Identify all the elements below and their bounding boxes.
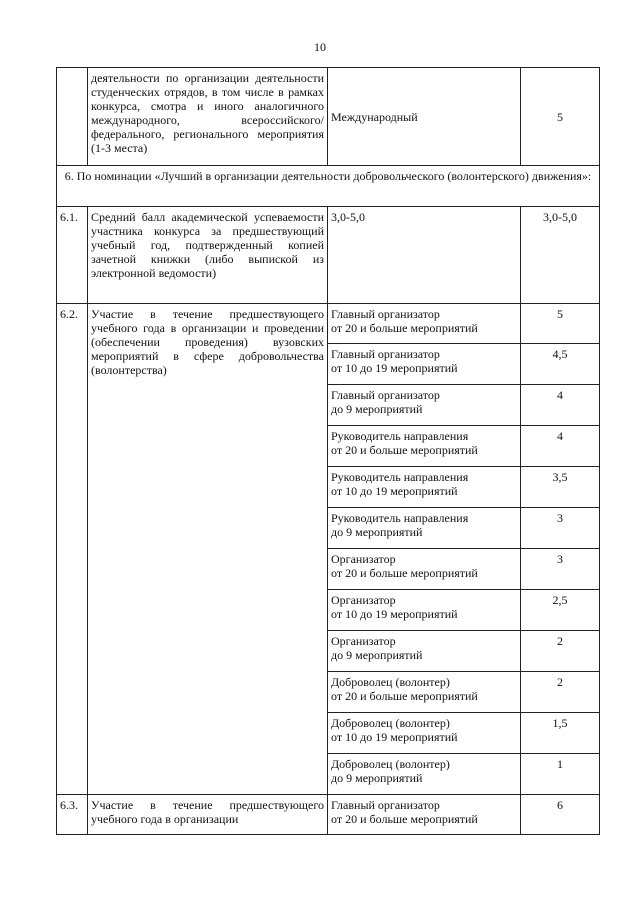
role-label: Главный организатор [331, 307, 440, 321]
level-cell [328, 631, 521, 672]
role-label: Организатор [331, 593, 396, 607]
row-number-cell: 6.3. [57, 795, 88, 835]
role-label: Руководитель направления [331, 429, 469, 443]
level-cell [328, 304, 521, 344]
role-label: Главный организатор [331, 798, 440, 812]
level-cell: 3,0-5,0 [328, 207, 521, 304]
score-cell: 4 [521, 385, 600, 426]
role-label: Руководитель направления [331, 511, 469, 525]
score-cell: 6 [521, 795, 600, 835]
row-number-cell: 6.1. [57, 207, 88, 304]
score-cell: 3,5 [521, 467, 600, 508]
score-cell: 2,5 [521, 590, 600, 631]
role-label: Доброволец (волонтер) [331, 716, 450, 730]
score-cell: 1 [521, 754, 600, 795]
score-cell: 3 [521, 549, 600, 590]
score-cell: 5 [521, 304, 600, 344]
score-cell: 2 [521, 631, 600, 672]
range-label: от 20 и больше мероприятий [331, 443, 478, 457]
score-cell: 5 [521, 68, 600, 166]
range-label: от 10 до 19 мероприятий [331, 484, 458, 498]
range-label: от 20 и больше мероприятий [331, 321, 478, 335]
page-number: 10 [314, 40, 326, 54]
level-cell [328, 344, 521, 385]
criterion-description: Участие в течение предшествующего учебного года в организации [88, 795, 328, 835]
role-label: Организатор [331, 634, 396, 648]
row-number-cell: 6.2. [57, 304, 88, 795]
score-cell: 4 [521, 426, 600, 467]
score-cell: 2 [521, 672, 600, 713]
level-cell [328, 549, 521, 590]
level-cell [328, 672, 521, 713]
section-title: 6. По номинации «Лучший в организации деятельности добровольческого (волонтерского) движения»: [57, 166, 600, 207]
range-label: от 20 и больше мероприятий [331, 812, 478, 826]
role-label: Руководитель направления [331, 470, 469, 484]
range-label: до 9 мероприятий [331, 402, 423, 416]
table-row [57, 795, 600, 835]
table-row [57, 207, 600, 304]
level-cell [328, 385, 521, 426]
range-label: от 10 до 19 мероприятий [331, 361, 458, 375]
role-label: Главный организатор [331, 388, 440, 402]
range-label: до 9 мероприятий [331, 525, 423, 539]
range-label: от 20 и больше мероприятий [331, 566, 478, 580]
row-number-cell [57, 68, 88, 166]
criteria-table [56, 67, 600, 835]
criterion-description: Участие в течение предшествующего учебного года в организации и проведении (обеспечении проведения) вузовских мероприятий в сфере добровольчества (волонтерства) [88, 304, 328, 795]
score-cell: 3,0-5,0 [521, 207, 600, 304]
criterion-description: Средний балл академической успеваемости участника конкурса за предшествующий учебный год, подтвержденный копией зачетной книжки (либо выпиской из электронной ведомости) [88, 207, 328, 304]
range-label: до 9 мероприятий [331, 648, 423, 662]
range-label: от 20 и больше мероприятий [331, 689, 478, 703]
level-cell [328, 426, 521, 467]
role-label: Главный организатор [331, 347, 440, 361]
level-cell [328, 590, 521, 631]
range-label: от 10 до 19 мероприятий [331, 730, 458, 744]
role-label: Доброволец (волонтер) [331, 757, 450, 771]
criterion-description: деятельности по организации деятельности студенческих отрядов, в том числе в рамках конкурса, смотра и иного аналогичного международного, всероссийского/федерального, регионального мероприятия (1-3 места) [88, 68, 328, 166]
score-cell: 1,5 [521, 713, 600, 754]
level-cell: Международный [328, 68, 521, 166]
table-row [57, 68, 600, 166]
level-cell [328, 508, 521, 549]
level-cell [328, 713, 521, 754]
level-cell [328, 754, 521, 795]
level-cell [328, 795, 521, 835]
role-label: Доброволец (волонтер) [331, 675, 450, 689]
score-cell: 3 [521, 508, 600, 549]
role-label: Организатор [331, 552, 396, 566]
range-label: до 9 мероприятий [331, 771, 423, 785]
section-header-row [57, 166, 600, 207]
score-cell: 4,5 [521, 344, 600, 385]
range-label: от 10 до 19 мероприятий [331, 607, 458, 621]
table-row [57, 304, 600, 344]
level-cell [328, 467, 521, 508]
